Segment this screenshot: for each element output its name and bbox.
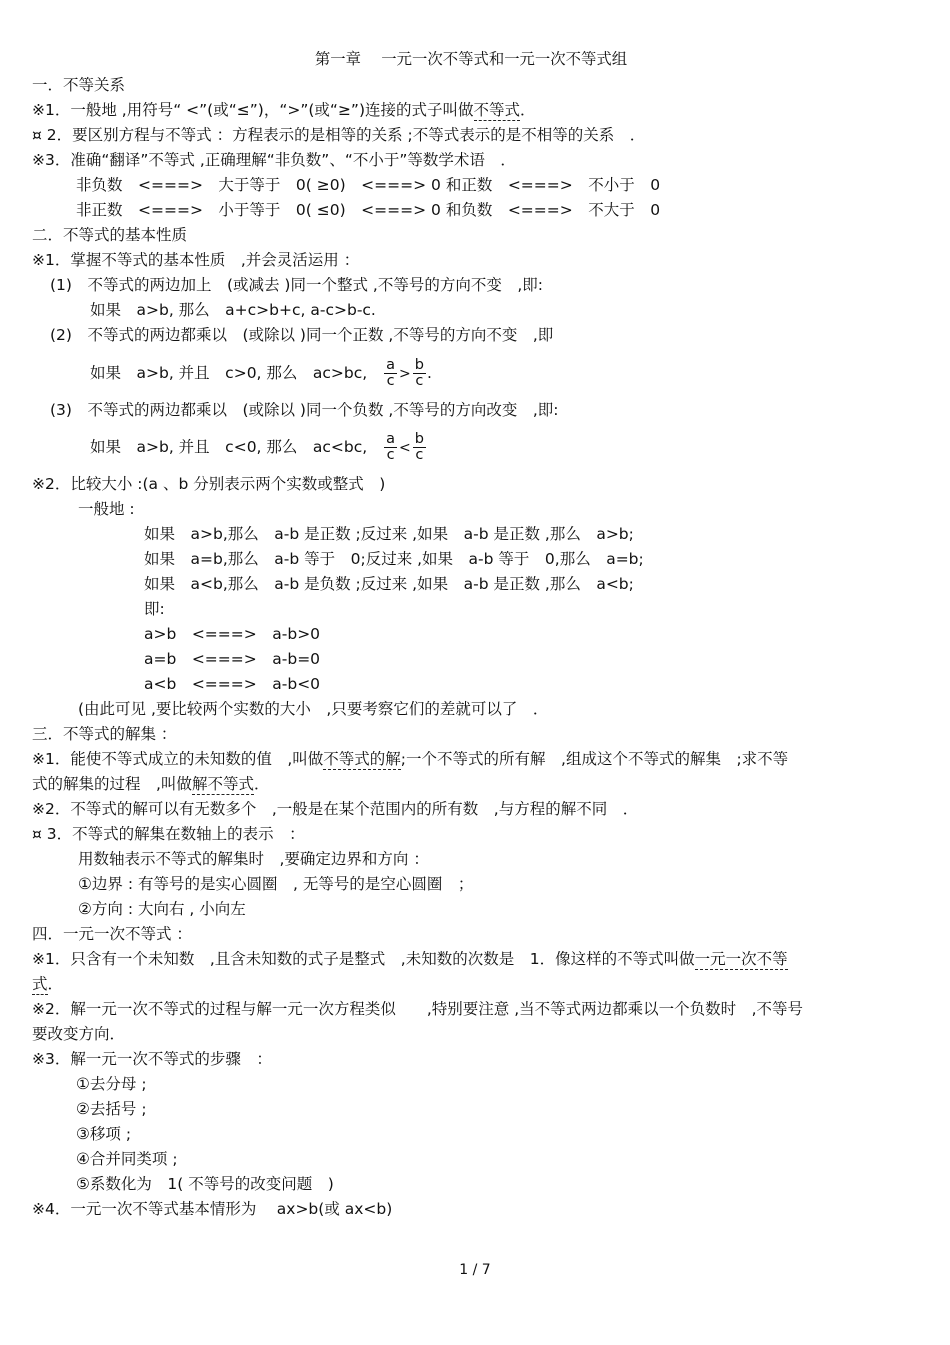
text-line: a>b <===> a-b>0: [144, 625, 321, 643]
period: .: [426, 364, 432, 382]
step-item: ②去括号 ;: [76, 1100, 147, 1118]
text-line: (由此可见 ,要比较两个实数的大小 ,只要考察它们的差就可以了 ．: [78, 700, 549, 718]
term-underlined: 解不等式: [191, 775, 254, 793]
step-item: ③移项 ;: [76, 1125, 132, 1143]
numerator: a: [386, 357, 396, 373]
text-line: 如果 a>b, 那么 a+c>b+c, a-c>b-c.: [90, 301, 376, 319]
term-underlined: 一元一次不等: [694, 950, 788, 968]
term-underlined: 不等式: [473, 101, 521, 119]
text-line: 如果 a=b,那么 a-b 等于 0;反过来 ,如果 a-b 等于 0,那么 a=b;: [144, 550, 644, 568]
page-number: 1 / 7: [459, 1262, 491, 1278]
term-underlined: 式: [32, 975, 48, 993]
term-underlined: 不等式的解: [323, 750, 401, 768]
step-item: ①去分母 ;: [76, 1075, 147, 1093]
text-line: 非负数 <===> 大于等于 0( ≥0) <===> 0 和正数 <===> 不小于 0: [76, 176, 661, 194]
denominator: c: [415, 373, 424, 389]
step-item: ⑤系数化为 1( 不等号的改变问题 ): [76, 1175, 334, 1193]
text-line: 一般地 :: [78, 500, 135, 518]
text-line: 如果 a<b,那么 a-b 是负数 ;反过来 ,如果 a-b 是正数 ,那么 a<b;: [144, 575, 634, 593]
text: ．: [47, 975, 64, 993]
section-heading-2: 二．不等式的基本性质: [32, 226, 188, 244]
text-line: ※3．解一元一次不等式的步骤 ：: [32, 1050, 272, 1068]
numerator: b: [414, 431, 424, 447]
denominator: c: [415, 447, 424, 463]
text-line: 如果 a>b,那么 a-b 是正数 ;反过来 ,如果 a-b 是正数 ,那么 a>b;: [144, 525, 634, 543]
text-line: 用数轴表示不等式的解集时 ,要确定边界和方向 ：: [78, 850, 429, 868]
text-line: 要改变方向．: [32, 1025, 126, 1043]
numerator: b: [414, 357, 424, 373]
text: 如果 a>b, 并且 c>0, 那么 ac>bc,: [90, 364, 368, 382]
text-line: ※1．掌握不等式的基本性质 ,并会灵活运用 ：: [32, 251, 360, 269]
fraction: [413, 358, 426, 389]
text-line: ※2．解一元一次不等式的过程与解一元一次方程类似 ,特别要注意 ,当不等式两边都乘以一个负数时 ,不等号: [32, 1000, 804, 1018]
denominator: c: [386, 447, 395, 463]
text-line: 即:: [144, 600, 165, 618]
section-heading-4: 四．一元一次不等式 ：: [32, 925, 192, 943]
text-line: [32, 974, 63, 994]
text: ※1．一般地 ,用符号“ <”(或“≤”)，“>”(或“≥”)连接的式子叫做: [32, 101, 474, 119]
text-line: (3) 不等式的两边都乘以 (或除以 )同一个负数 ,不等号的方向改变 ,即:: [50, 401, 559, 419]
fraction: [384, 358, 397, 389]
text-line: a<b <===> a-b<0: [144, 675, 321, 693]
text: 式的解集的过程 ,叫做: [32, 775, 192, 793]
fraction: [384, 432, 397, 463]
text: ．: [253, 775, 270, 793]
text-line: [32, 774, 269, 794]
step-item: ④合并同类项 ;: [76, 1150, 178, 1168]
text-line: [32, 749, 788, 769]
text-line: ¤ 2．要区别方程与不等式 ：方程表示的是相等的关系 ;不等式表示的是不相等的关系 ．: [32, 126, 646, 144]
section-heading-1: 一．不等关系: [32, 76, 126, 94]
less-than-sign: <: [399, 439, 411, 456]
text-line: (1) 不等式的两边加上 (或减去 )同一个整式 ,不等号的方向不变 ,即:: [50, 276, 543, 294]
text-line: ※2．不等式的解可以有无数多个 ,一般是在某个范围内的所有数 ,与方程的解不同 ．: [32, 800, 639, 818]
numerator: a: [386, 431, 396, 447]
text-line: ※2．比较大小 :(a 、b 分别表示两个实数或整式 ): [32, 475, 386, 493]
text-line: ①边界 : 有等号的是实心圆圈 , 无等号的是空心圆圈 ；: [78, 875, 474, 893]
text-line: ※3．准确“翻译”不等式 ,正确理解“非负数”、“不小于”等数学术语 ．: [32, 151, 516, 169]
text-line: (2) 不等式的两边都乘以 (或除以 )同一个正数 ,不等号的方向不变 ,即: [50, 326, 554, 344]
text-line: 非正数 <===> 小于等于 0( ≤0) <===> 0 和负数 <===> 不大于 0: [76, 201, 661, 219]
text: ．: [520, 101, 536, 119]
text-line: a=b <===> a-b=0: [144, 650, 321, 668]
text-line: [32, 949, 788, 969]
fraction: [413, 432, 426, 463]
formula-line: [90, 426, 427, 468]
text: ;一个不等式的所有解 ,组成这个不等式的解集 ;求不等: [400, 750, 789, 768]
greater-than-sign: >: [399, 365, 411, 382]
text-line: ¤ 3．不等式的解集在数轴上的表示 ：: [32, 825, 305, 843]
text: 如果 a>b, 并且 c<0, 那么 ac<bc,: [90, 438, 368, 456]
text: ※1．能使不等式成立的未知数的值 ,叫做: [32, 750, 324, 768]
text-line: [32, 100, 536, 120]
section-heading-3: 三．不等式的解集 ：: [32, 725, 177, 743]
formula-line: [90, 352, 432, 394]
text: ※1．只含有一个未知数 ,且含未知数的式子是整式 ,未知数的次数是 1．像这样的不等式叫做: [32, 950, 695, 968]
text-line: ※4．一元一次不等式基本情形为 ax>b(或 ax<b): [32, 1200, 393, 1218]
text-line: ②方向 : 大向右 , 小向左: [78, 900, 246, 918]
denominator: c: [386, 373, 395, 389]
page-title: 第一章 一元一次不等式和一元一次不等式组: [314, 50, 628, 68]
